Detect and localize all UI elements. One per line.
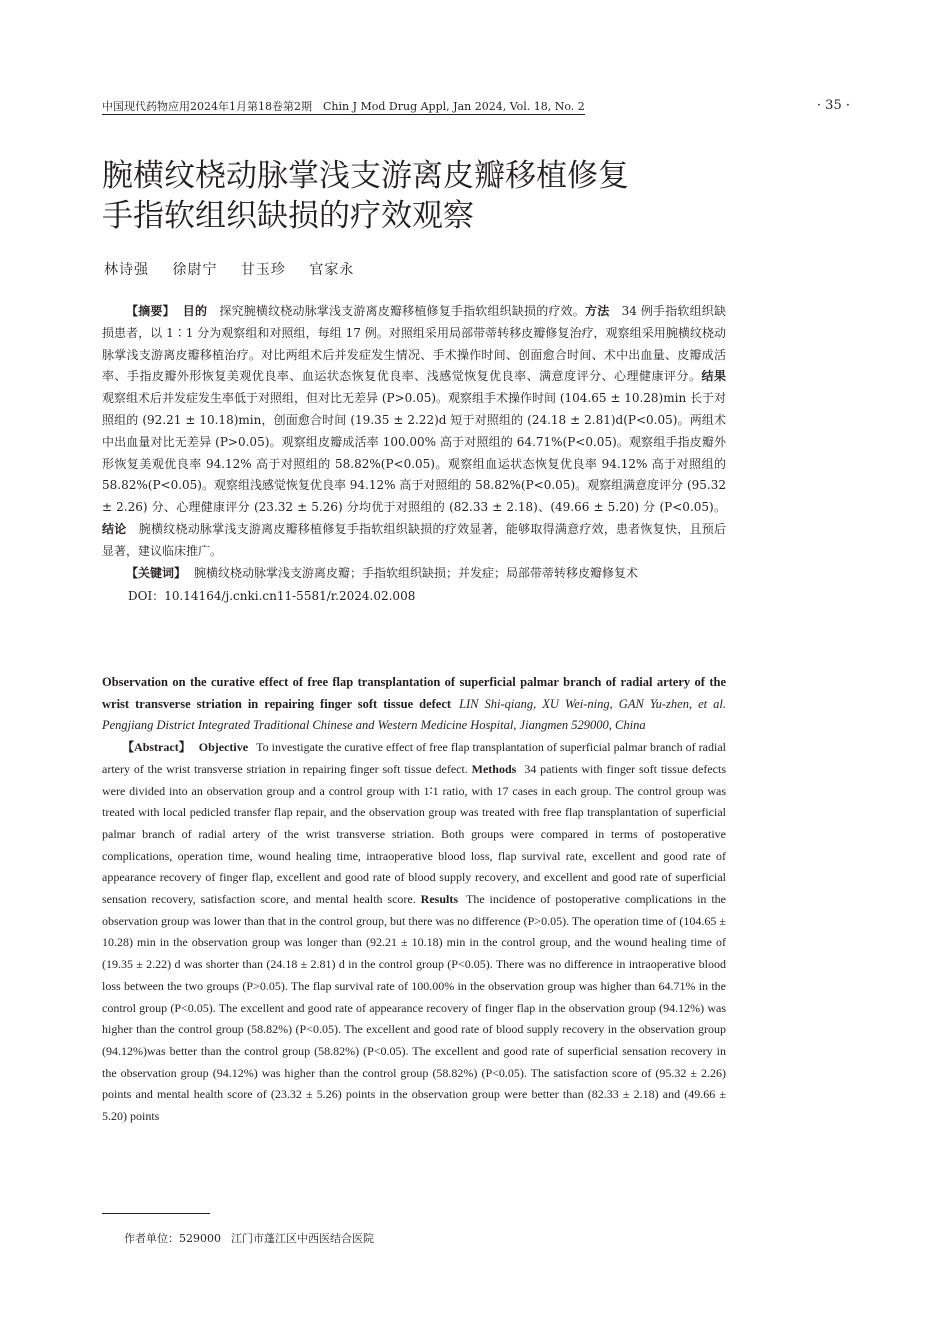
objective-label-en: Objective xyxy=(198,740,249,755)
article-title xyxy=(102,156,722,236)
results-label-en: Results xyxy=(420,892,458,907)
objective-label: 目的 xyxy=(182,304,208,318)
affiliation-label: 作者单位：529000 xyxy=(124,1232,221,1245)
results-label: 结果 xyxy=(701,369,726,384)
english-abstract xyxy=(102,672,726,1128)
methods-label: 方法 xyxy=(585,304,610,318)
doi: DOI：10.14164/j.cnki.cn11-5581/r.2024.02.008 xyxy=(128,589,416,604)
methods-label-en: Methods xyxy=(471,761,517,776)
author-name: 甘玉珍 xyxy=(240,262,286,278)
author-affiliation-footnote xyxy=(124,1230,384,1246)
results-text: 观察组术后并发症发生率低于对照组，但对比无差异 (P>0.05)。观察组手术操作时间 (104.65 ± 10.28)min 长于对照组的 (92.21 ± 10.18)min，创面愈合时间 (19.35 ± 2.22)d 短于对照组的 (24.18 ± 2.81)d(P<0.05)。两组术中出血量对比无差异 (P>0.05)。观察组皮瓣成活率 100.00% 高于对照组的 64.71%(P<0.05)。观察组手指皮瓣外形恢复美观优良率 94.12% 高于对照组的 58.82%(P<0.05)。观察组血运状态恢复优良率 94.12% 高于对照组的 58.82%(P<0.05)。观察组浅感觉恢复优良率 94.12% 高于对照组的 58.82%(P<0.05)。观察组满意度评分 (95.32 ± 2.26) 分、心理健康评分 (23.32 ± 5.26) 分均优于对照组的 (82.33 ± 2.18)、(49.66 ± 5.20) 分 (P<0.05)。 xyxy=(102,391,726,515)
abstract-paragraph xyxy=(102,301,726,563)
conclusion-text: 腕横纹桡动脉掌浅支游离皮瓣移植修复手指软组织缺损的疗效显著，能够取得满意疗效，患者恢复快，且预后显著，建议临床推广。 xyxy=(102,521,726,558)
methods-text-en: 34 patients with finger soft tissue defects were divided into an observation group and a control group with 1∶1 ratio, with 17 cases in each group. The control group was treated with local pedicled transfer flap repair, and the observation group was treated with free flap transplantation of superficial palmar branch of radial artery of the wrist transverse striation. Both groups were compared in terms of postoperative complications, operation time, wound healing time, intraoperative blood loss, flap survival rate, excellent and good rate of appearance recovery of finger flap, excellent and good rate of blood supply recovery, and excellent and good rate of superficial sensation recovery, satisfaction score, and mental health score. xyxy=(102,761,726,907)
footnote-divider xyxy=(102,1213,210,1214)
journal-citation: 中国现代药物应用2024年1月第18卷第2期 Chin J Mod Drug Appl, Jan 2024, Vol. 18, No. 2 xyxy=(102,100,585,113)
author-list xyxy=(104,259,372,279)
english-abstract-paragraph xyxy=(102,737,726,1128)
english-title: Observation on the curative effect of free flap transplantation of superficial palmar branch of radial artery of the wrist transverse striation in repairing finger soft tissue defect xyxy=(102,675,726,711)
abstract-label: 【摘要】 xyxy=(126,304,175,318)
author-name: 官家永 xyxy=(309,262,355,278)
author-name: 林诗强 xyxy=(104,262,149,278)
keywords-paragraph xyxy=(102,563,726,585)
objective-text-en: To investigate the curative effect of free flap transplantation of superficial palmar branch of radial artery of the wrist transverse striation in repairing finger soft tissue defect. xyxy=(102,740,726,776)
conclusion-label: 结论 xyxy=(102,521,127,536)
english-byline: LIN Shi-qiang, XU Wei-ning, GAN Yu-zhen, et al. Pengjiang District Integrated Traditional Chinese and Western Medicine Hospital, Jiangmen 529000, China xyxy=(102,696,726,733)
page-number: · 35 · xyxy=(816,98,850,113)
author-name: 徐尉宁 xyxy=(172,262,218,278)
keywords-text: 腕横纹桡动脉掌浅支游离皮瓣；手指软组织缺损；并发症；局部带蒂转移皮瓣修复术 xyxy=(194,565,639,580)
results-text-en: The incidence of postoperative complications in the observation group was lower than that in the control group, but there was no difference (P>0.05). The operation time of (104.65 ± 10.28) min in the observation group was longer than (92.21 ± 10.18) min in the control group, and the wound healing time of (19.35 ± 2.22) d was shorter than (24.18 ± 2.81) d in the control group (P<0.05). There was no difference in intraoperative blood loss between the two groups (P>0.05). The flap survival rate of 100.00% in the observation group was higher than 64.71% in the control group (P<0.05). The excellent and good rate of appearance recovery of finger flap in the observation group (94.12%) was higher than the control group (58.82%) (P<0.05). The excellent and good rate of blood supply recovery in the observation group (94.12%)was better than the control group (58.82%) (P<0.05). The excellent and good rate of superficial sensation recovery in the observation group (94.12%) was higher than the control group (58.82%) (P<0.05). The satisfaction score of (95.32 ± 2.26) points and mental health score of (23.32 ± 5.26) points in the observation group were better than (82.33 ± 2.18) and (49.66 ± 5.20) points xyxy=(102,892,726,1124)
objective-text: 探究腕横纹桡动脉掌浅支游离皮瓣移植修复手指软组织缺损的疗效。 xyxy=(219,304,585,318)
chinese-abstract xyxy=(102,301,726,608)
abstract-label-en: 【Abstract】 xyxy=(122,740,191,755)
running-head xyxy=(102,98,850,114)
english-title-paragraph xyxy=(102,672,726,737)
title-line-2: 手指软组织缺损的疗效观察 xyxy=(102,198,474,234)
affiliation-text: 江门市蓬江区中西医结合医院 xyxy=(231,1232,374,1245)
methods-text: 34 例手指软组织缺损患者，以 1∶1 分为观察组和对照组，每组 17 例。对照组采用局部带蒂转移皮瓣修复治疗，观察组采用腕横纹桡动脉掌浅支游离皮瓣移植治疗。对比两组术后并发症发生情况、手术操作时间、创面愈合时间、术中出血量、皮瓣成活率、手指皮瓣外形恢复美观优良率、血运状态恢复优良率、浅感觉恢复优良率、满意度评分、心理健康评分。 xyxy=(102,304,726,384)
keywords-label: 【关键词】 xyxy=(126,565,187,580)
title-line-1: 腕横纹桡动脉掌浅支游离皮瓣移植修复 xyxy=(102,158,629,194)
